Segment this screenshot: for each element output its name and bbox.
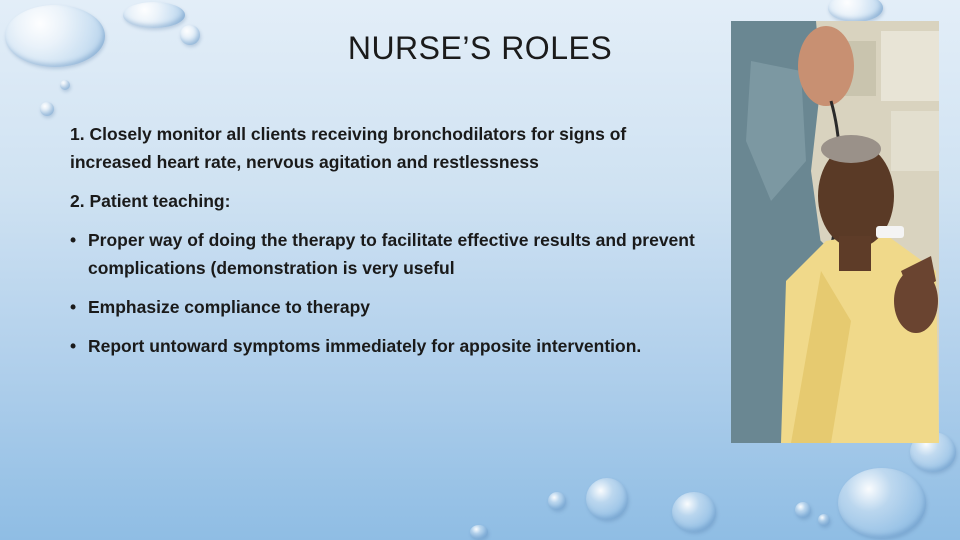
water-droplet: [548, 492, 566, 510]
bullet-item: [70, 226, 700, 282]
nurse-patient-photo: [731, 21, 939, 443]
bullet-marker: •: [70, 336, 77, 356]
water-droplet: [180, 25, 200, 45]
bullet-item: [70, 332, 700, 360]
water-droplet: [795, 502, 811, 518]
slide-title: NURSE’S ROLES: [347, 30, 613, 66]
bullet-text: Report untoward symptoms immediately for apposite intervention.: [88, 336, 642, 356]
water-droplet: [838, 468, 926, 538]
bullet-marker: •: [70, 297, 77, 317]
water-droplet: [60, 80, 70, 90]
water-droplet: [672, 492, 716, 532]
water-droplet: [818, 514, 830, 526]
water-droplet: [40, 102, 54, 116]
water-droplet: [586, 478, 628, 520]
point-patient-teaching: 2. Patient teaching:: [70, 191, 231, 211]
water-droplet: [123, 2, 185, 28]
water-droplet: [5, 5, 105, 67]
bullet-marker: •: [70, 230, 77, 250]
slide-body: [70, 120, 700, 371]
bullet-text: Emphasize compliance to therapy: [88, 297, 371, 317]
bullet-text: Proper way of doing the therapy to facilitate effective results and prevent complications (demonstration is very useful: [88, 230, 695, 278]
photo-illustration: [731, 21, 939, 443]
point-monitor: 1. Closely monitor all clients receiving bronchodilators for signs of increased heart rate, nervous agitation and restlessness: [70, 124, 627, 172]
water-droplet: [828, 0, 883, 22]
bullet-item: [70, 293, 700, 321]
water-droplet: [470, 525, 488, 539]
